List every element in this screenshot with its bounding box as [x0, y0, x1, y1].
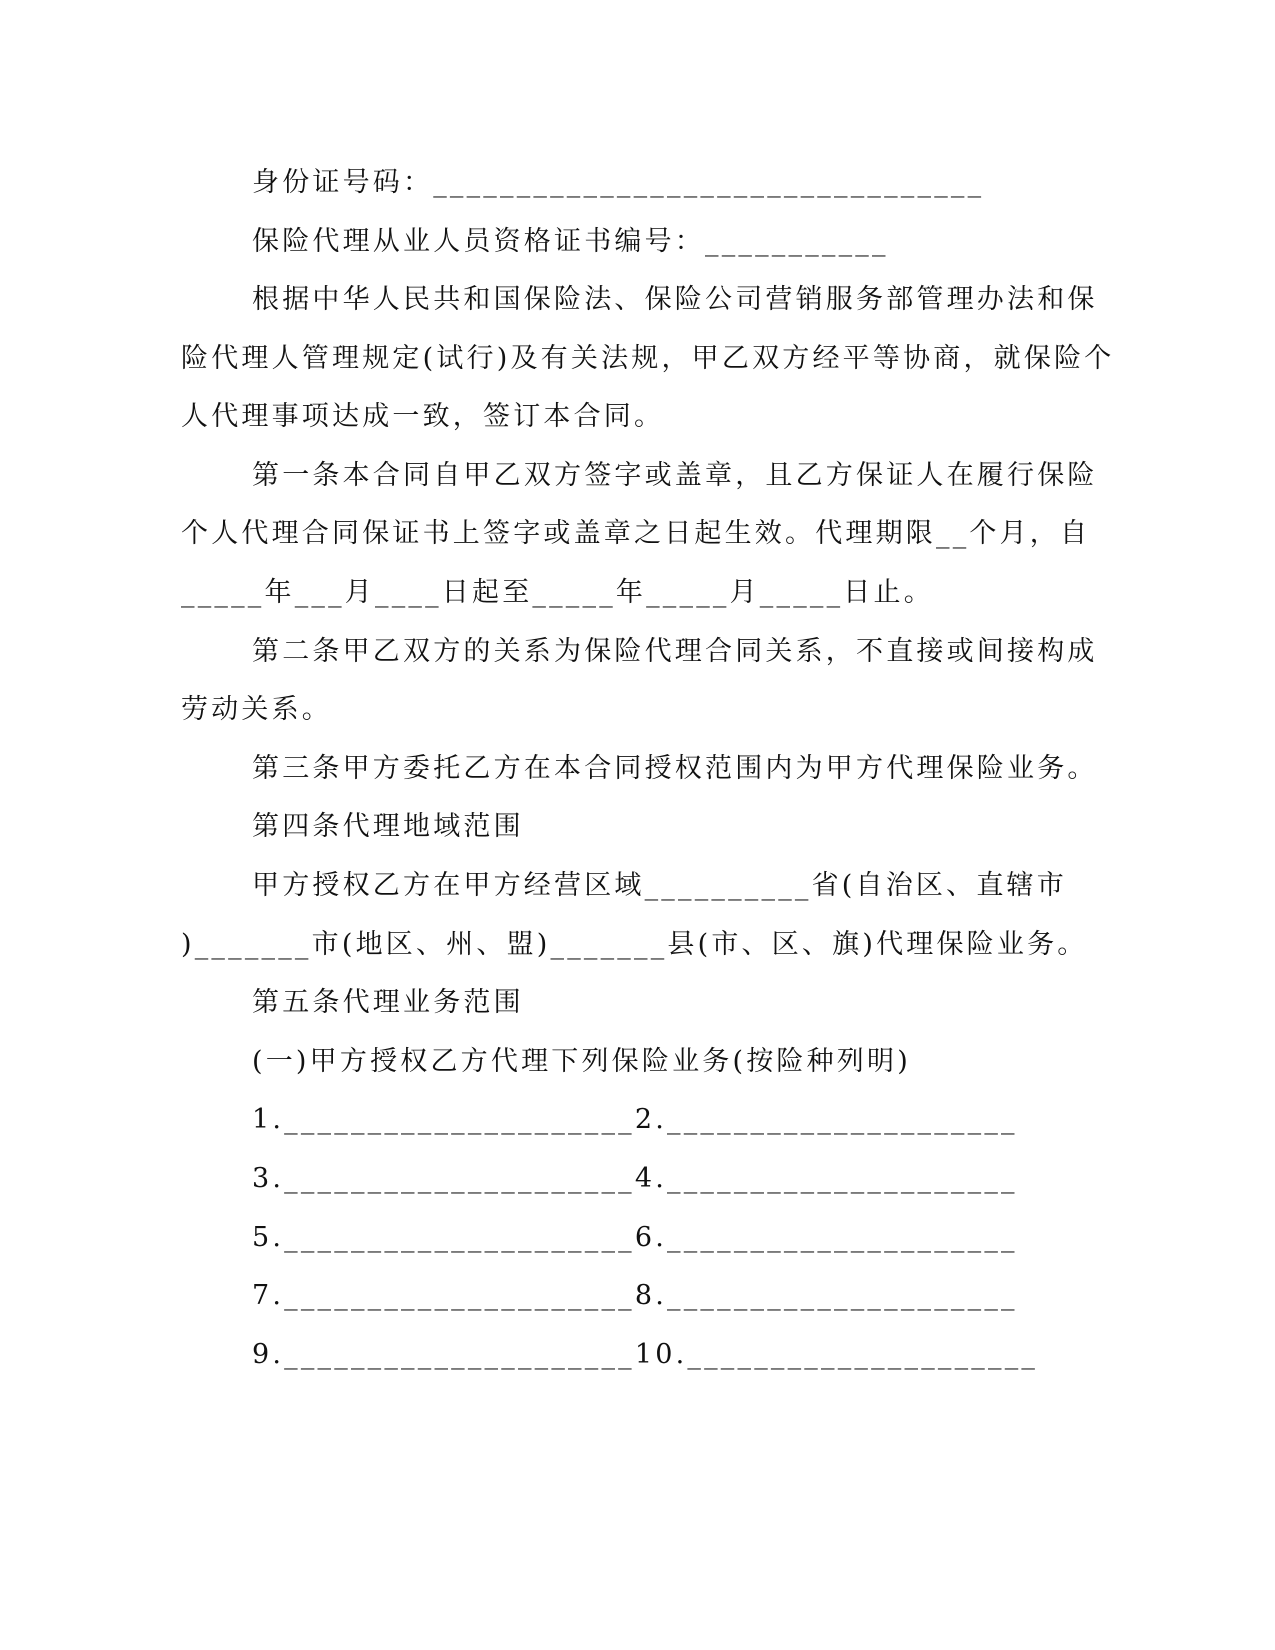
article-1-line-1: 第一条本合同自甲乙双方签字或盖章，且乙方保证人在履行保险: [252, 460, 1098, 491]
id-number-line: 身份证号码：_________________________________: [252, 167, 985, 198]
article-1-line-2: 个人代理合同保证书上签字或盖章之日起生效。代理期限__个月，自: [181, 518, 1091, 549]
insurance-list-row-1-2: 1._____________________2._____________________: [252, 1104, 1018, 1135]
article-5-clause-1: (一)甲方授权乙方代理下列保险业务(按险种列明): [252, 1046, 911, 1077]
insurance-list-row-9-10: 9._____________________10._____________________: [252, 1339, 1039, 1370]
article-4-line-1: 甲方授权乙方在甲方经营区域__________省(自治区、直辖市: [252, 870, 1067, 901]
preamble-line-3: 人代理事项达成一致，签订本合同。: [181, 401, 665, 432]
article-1-line-3: _____年___月____日起至_____年_____月_____日止。: [181, 577, 934, 608]
insurance-list-row-3-4: 3._____________________4._____________________: [252, 1163, 1018, 1194]
preamble-line-1: 根据中华人民共和国保险法、保险公司营销服务部管理办法和保: [252, 284, 1098, 315]
article-3: 第三条甲方委托乙方在本合同授权范围内为甲方代理保险业务。: [252, 753, 1098, 784]
article-2-line-2: 劳动关系。: [181, 694, 332, 725]
preamble-line-2: 险代理人管理规定(试行)及有关法规，甲乙双方经平等协商，就保险个: [181, 343, 1115, 374]
insurance-list-row-7-8: 7._____________________8._____________________: [252, 1280, 1018, 1311]
article-5-heading: 第五条代理业务范围: [252, 987, 524, 1018]
article-4-heading: 第四条代理地域范围: [252, 811, 524, 842]
article-4-line-2: )_______市(地区、州、盟)_______县(市、区、旗)代理保险业务。: [181, 929, 1088, 960]
certificate-number-line: 保险代理从业人员资格证书编号：___________: [252, 226, 889, 257]
article-2-line-1: 第二条甲乙双方的关系为保险代理合同关系，不直接或间接构成: [252, 636, 1098, 667]
insurance-list-row-5-6: 5._____________________6._____________________: [252, 1222, 1018, 1253]
